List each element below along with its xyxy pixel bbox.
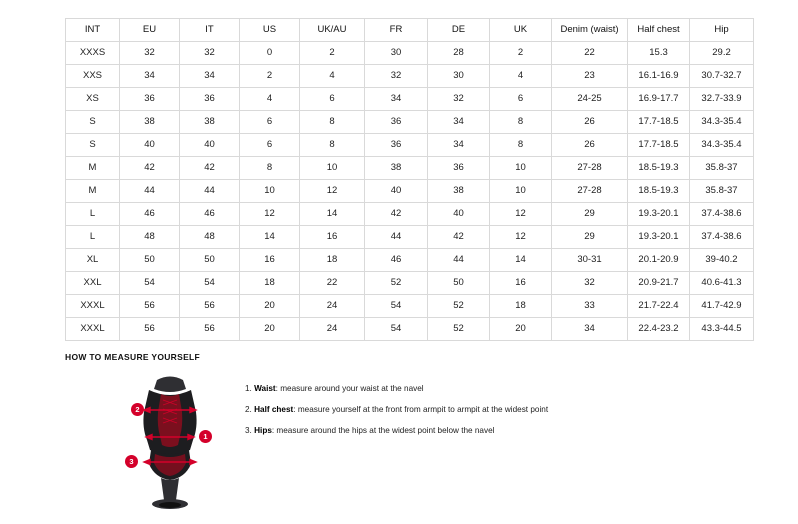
column-header-int: INT: [66, 19, 120, 42]
cell-it: 42: [180, 157, 240, 180]
cell-hip: 30.7-32.7: [690, 65, 754, 88]
column-header-uk: UK: [490, 19, 552, 42]
cell-de: 38: [428, 180, 490, 203]
column-header-half-chest: Half chest: [628, 19, 690, 42]
cell-de: 52: [428, 318, 490, 341]
cell-fr: 54: [365, 318, 428, 341]
column-header-us: US: [240, 19, 300, 42]
size-chart-container: [65, 18, 742, 341]
cell-hip: 34.3-35.4: [690, 134, 754, 157]
cell-uk-au: 8: [300, 134, 365, 157]
cell-hip: 40.6-41.3: [690, 272, 754, 295]
cell-de: 28: [428, 42, 490, 65]
cell-int: XXXL: [66, 295, 120, 318]
table-row: [66, 42, 754, 65]
cell-eu: 42: [120, 157, 180, 180]
cell-uk-au: 4: [300, 65, 365, 88]
cell-us: 6: [240, 111, 300, 134]
cell-fr: 30: [365, 42, 428, 65]
marker-3-hips: 3: [125, 455, 138, 468]
cell-us: 16: [240, 249, 300, 272]
step-term: Half chest: [254, 404, 294, 414]
cell-eu: 48: [120, 226, 180, 249]
cell-fr: 46: [365, 249, 428, 272]
cell-uk: 12: [490, 226, 552, 249]
table-row: [66, 134, 754, 157]
cell-half-chest: 17.7-18.5: [628, 111, 690, 134]
cell-us: 12: [240, 203, 300, 226]
cell-us: 18: [240, 272, 300, 295]
cell-us: 2: [240, 65, 300, 88]
cell-hip: 37.4-38.6: [690, 203, 754, 226]
cell-us: 6: [240, 134, 300, 157]
cell-de: 34: [428, 134, 490, 157]
table-row: [66, 88, 754, 111]
cell-de: 32: [428, 88, 490, 111]
column-header-denim-waist: Denim (waist): [552, 19, 628, 42]
cell-it: 36: [180, 88, 240, 111]
cell-uk: 18: [490, 295, 552, 318]
cell-denim-waist: 26: [552, 111, 628, 134]
cell-half-chest: 20.1-20.9: [628, 249, 690, 272]
mannequin-illustration: [105, 374, 235, 519]
cell-hip: 29.2: [690, 42, 754, 65]
table-header-row: [66, 19, 754, 42]
cell-int: L: [66, 226, 120, 249]
step-number: 2.: [245, 404, 252, 414]
cell-denim-waist: 24-25: [552, 88, 628, 111]
cell-us: 8: [240, 157, 300, 180]
cell-uk: 20: [490, 318, 552, 341]
cell-uk: 10: [490, 157, 552, 180]
cell-half-chest: 18.5-19.3: [628, 180, 690, 203]
marker-2-half-chest: 2: [131, 403, 144, 416]
column-header-uk-au: UK/AU: [300, 19, 365, 42]
cell-denim-waist: 23: [552, 65, 628, 88]
table-body: [66, 42, 754, 341]
step-number: 3.: [245, 425, 252, 435]
cell-it: 54: [180, 272, 240, 295]
cell-de: 34: [428, 111, 490, 134]
cell-it: 50: [180, 249, 240, 272]
cell-uk-au: 24: [300, 318, 365, 341]
step-text: : measure yourself at the front from armpit to armpit at the widest point: [293, 404, 549, 414]
table-row: [66, 65, 754, 88]
cell-hip: 32.7-33.9: [690, 88, 754, 111]
table-header: [66, 19, 754, 42]
cell-hip: 35.8-37: [690, 157, 754, 180]
cell-fr: 32: [365, 65, 428, 88]
cell-int: S: [66, 134, 120, 157]
cell-hip: 39-40.2: [690, 249, 754, 272]
mannequin-figure: [105, 374, 235, 519]
cell-denim-waist: 34: [552, 318, 628, 341]
cell-half-chest: 21.7-22.4: [628, 295, 690, 318]
cell-de: 44: [428, 249, 490, 272]
cell-half-chest: 22.4-23.2: [628, 318, 690, 341]
cell-eu: 32: [120, 42, 180, 65]
cell-int: XXXL: [66, 318, 120, 341]
cell-int: M: [66, 180, 120, 203]
measure-step-hips: [245, 426, 765, 436]
table-row: [66, 272, 754, 295]
cell-half-chest: 20.9-21.7: [628, 272, 690, 295]
cell-eu: 56: [120, 318, 180, 341]
table-row: [66, 318, 754, 341]
cell-uk-au: 8: [300, 111, 365, 134]
cell-int: XL: [66, 249, 120, 272]
cell-hip: 37.4-38.6: [690, 226, 754, 249]
table-row: [66, 180, 754, 203]
cell-uk: 14: [490, 249, 552, 272]
cell-it: 56: [180, 295, 240, 318]
column-header-it: IT: [180, 19, 240, 42]
cell-denim-waist: 29: [552, 203, 628, 226]
cell-eu: 34: [120, 65, 180, 88]
cell-uk: 2: [490, 42, 552, 65]
how-to-measure-body: [65, 374, 765, 524]
cell-us: 14: [240, 226, 300, 249]
table-row: [66, 249, 754, 272]
cell-uk: 4: [490, 65, 552, 88]
cell-it: 32: [180, 42, 240, 65]
cell-half-chest: 16.9-17.7: [628, 88, 690, 111]
cell-us: 4: [240, 88, 300, 111]
cell-int: XS: [66, 88, 120, 111]
cell-uk-au: 24: [300, 295, 365, 318]
cell-int: M: [66, 157, 120, 180]
cell-de: 50: [428, 272, 490, 295]
cell-uk: 12: [490, 203, 552, 226]
cell-denim-waist: 22: [552, 42, 628, 65]
cell-half-chest: 19.3-20.1: [628, 226, 690, 249]
step-text: : measure around the hips at the widest point below the navel: [271, 425, 495, 435]
cell-it: 46: [180, 203, 240, 226]
cell-uk: 10: [490, 180, 552, 203]
measure-step-waist: [245, 384, 765, 394]
table-row: [66, 226, 754, 249]
cell-uk-au: 12: [300, 180, 365, 203]
cell-uk-au: 6: [300, 88, 365, 111]
cell-de: 42: [428, 226, 490, 249]
step-term: Hips: [254, 425, 272, 435]
cell-eu: 36: [120, 88, 180, 111]
cell-half-chest: 19.3-20.1: [628, 203, 690, 226]
cell-eu: 40: [120, 134, 180, 157]
cell-eu: 46: [120, 203, 180, 226]
cell-eu: 38: [120, 111, 180, 134]
cell-hip: 34.3-35.4: [690, 111, 754, 134]
cell-de: 40: [428, 203, 490, 226]
cell-half-chest: 16.1-16.9: [628, 65, 690, 88]
cell-it: 40: [180, 134, 240, 157]
cell-fr: 40: [365, 180, 428, 203]
cell-uk-au: 14: [300, 203, 365, 226]
cell-int: S: [66, 111, 120, 134]
cell-de: 36: [428, 157, 490, 180]
column-header-eu: EU: [120, 19, 180, 42]
cell-eu: 50: [120, 249, 180, 272]
cell-denim-waist: 32: [552, 272, 628, 295]
table-row: [66, 295, 754, 318]
cell-uk-au: 18: [300, 249, 365, 272]
how-to-measure-title: HOW TO MEASURE YOURSELF: [65, 352, 201, 362]
marker-1-waist: 1: [199, 430, 212, 443]
cell-fr: 54: [365, 295, 428, 318]
cell-us: 0: [240, 42, 300, 65]
table-row: [66, 111, 754, 134]
column-header-fr: FR: [365, 19, 428, 42]
cell-uk: 8: [490, 134, 552, 157]
step-term: Waist: [254, 384, 276, 393]
cell-fr: 34: [365, 88, 428, 111]
step-number: 1.: [245, 384, 252, 393]
cell-int: L: [66, 203, 120, 226]
cell-it: 48: [180, 226, 240, 249]
cell-eu: 44: [120, 180, 180, 203]
cell-de: 30: [428, 65, 490, 88]
table-row: [66, 157, 754, 180]
cell-denim-waist: 26: [552, 134, 628, 157]
cell-uk-au: 2: [300, 42, 365, 65]
cell-denim-waist: 27-28: [552, 157, 628, 180]
cell-fr: 42: [365, 203, 428, 226]
cell-denim-waist: 27-28: [552, 180, 628, 203]
cell-fr: 38: [365, 157, 428, 180]
cell-int: XXS: [66, 65, 120, 88]
cell-uk-au: 16: [300, 226, 365, 249]
cell-de: 52: [428, 295, 490, 318]
cell-it: 44: [180, 180, 240, 203]
cell-half-chest: 18.5-19.3: [628, 157, 690, 180]
cell-int: XXL: [66, 272, 120, 295]
cell-hip: 35.8-37: [690, 180, 754, 203]
cell-hip: 43.3-44.5: [690, 318, 754, 341]
step-text: : measure around your waist at the navel: [275, 384, 424, 393]
cell-denim-waist: 29: [552, 226, 628, 249]
cell-denim-waist: 30-31: [552, 249, 628, 272]
cell-uk: 8: [490, 111, 552, 134]
cell-int: XXXS: [66, 42, 120, 65]
cell-uk: 6: [490, 88, 552, 111]
cell-uk-au: 10: [300, 157, 365, 180]
table-row: [66, 203, 754, 226]
cell-fr: 52: [365, 272, 428, 295]
cell-eu: 54: [120, 272, 180, 295]
cell-fr: 44: [365, 226, 428, 249]
size-chart-table: [65, 18, 754, 341]
measure-steps-list: [245, 384, 765, 447]
column-header-hip: Hip: [690, 19, 754, 42]
cell-uk-au: 22: [300, 272, 365, 295]
cell-hip: 41.7-42.9: [690, 295, 754, 318]
cell-us: 10: [240, 180, 300, 203]
cell-it: 56: [180, 318, 240, 341]
how-to-measure-section: [65, 352, 765, 524]
cell-fr: 36: [365, 111, 428, 134]
cell-half-chest: 17.7-18.5: [628, 134, 690, 157]
cell-us: 20: [240, 295, 300, 318]
cell-fr: 36: [365, 134, 428, 157]
cell-denim-waist: 33: [552, 295, 628, 318]
cell-it: 34: [180, 65, 240, 88]
cell-half-chest: 15.3: [628, 42, 690, 65]
cell-eu: 56: [120, 295, 180, 318]
column-header-de: DE: [428, 19, 490, 42]
cell-uk: 16: [490, 272, 552, 295]
cell-us: 20: [240, 318, 300, 341]
measure-step-half-chest: [245, 405, 765, 415]
cell-it: 38: [180, 111, 240, 134]
